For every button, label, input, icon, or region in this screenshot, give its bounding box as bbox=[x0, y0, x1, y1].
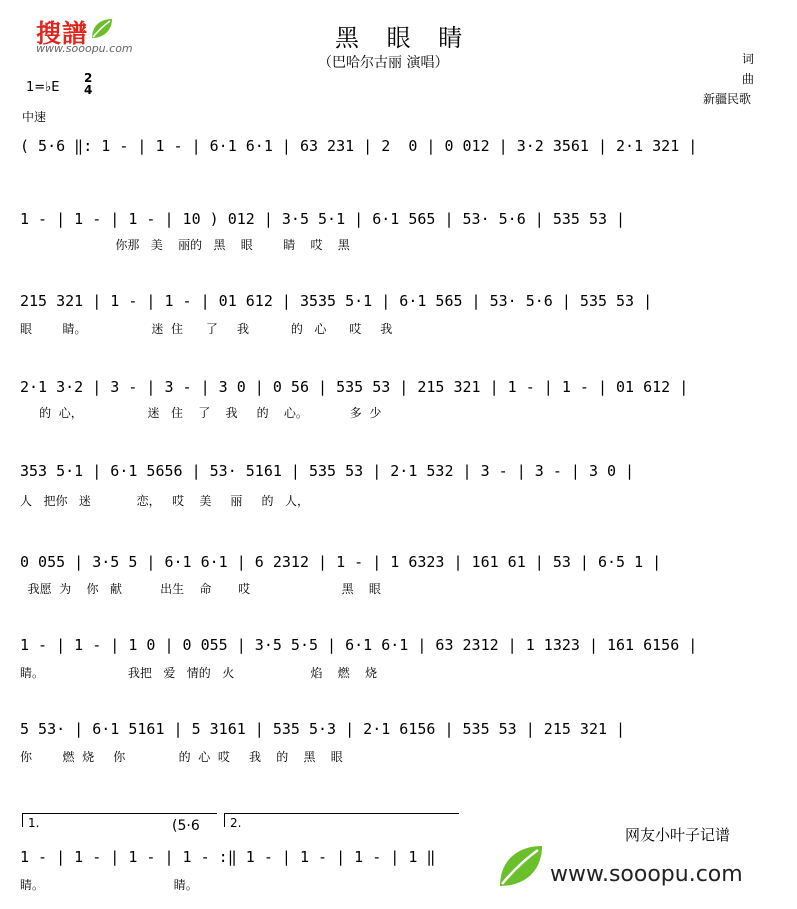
lyric-line-8: 你 燃 烧 你 的 心 哎 我 的 黑 眼 bbox=[20, 750, 343, 764]
score-line-6: 0 055 | 3·5 5 | 6·1 6·1 | 6 2312 | 1 - | 1 6323 | 161 61 | 53 | 6·5 1 | bbox=[20, 553, 662, 571]
ending-1-label: 1. bbox=[28, 816, 40, 830]
ending-2-bracket-left bbox=[224, 813, 225, 827]
page-subtitle: （巴哈尔古丽 演唱） bbox=[318, 55, 449, 71]
time-signature-bottom: 4 bbox=[84, 83, 93, 97]
score-line-4: 2·1 3·2 | 3 - | 3 - | 3 0 | 0 56 | 535 53 | 215 321 | 1 - | 1 - | 01 612 | bbox=[20, 378, 689, 396]
leaf-icon bbox=[494, 840, 546, 892]
site-logo-url: www.sooopu.com bbox=[36, 42, 133, 55]
score-line-5: 353 5·1 | 6·1 5656 | 53· 5161 | 535 53 | 2·1 532 | 3 - | 3 - | 3 0 | bbox=[20, 462, 635, 480]
time-signature bbox=[84, 72, 92, 96]
leaf-icon bbox=[88, 16, 114, 42]
score-line-8: 5 53· | 6·1 5161 | 5 3161 | 535 5·3 | 2·1 6156 | 535 53 | 215 321 | bbox=[20, 720, 626, 738]
ending-1-bracket-top bbox=[22, 813, 217, 814]
lyric-line-2: 你那 美 丽的 黑 眼 睛 哎 黑 bbox=[20, 238, 350, 252]
score-line-2: 1 - | 1 - | 1 - | 10 ) 012 | 3·5 5·1 | 6·1 565 | 53· 5·6 | 535 53 | bbox=[20, 210, 626, 228]
site-logo-text: 搜譜 bbox=[36, 19, 89, 48]
tempo-marking: 中速 bbox=[22, 110, 47, 124]
lyric-line-6: 我愿 为 你 献 出生 命 哎 黑 眼 bbox=[20, 582, 381, 596]
lyric-line-9: 睛。 睛。 bbox=[20, 878, 198, 892]
lyric-line-4: 的 心， 迷 住 了 我 的 心。 多 少 bbox=[20, 406, 382, 420]
lyric-line-7: 睛。 我把 爱 情的 火 焰 燃 烧 bbox=[20, 666, 378, 680]
lyric-line-3: 眼 睛。 迷 住 了 我 的 心 哎 我 bbox=[20, 322, 393, 336]
score-line-7: 1 - | 1 - | 1 0 | 0 055 | 3·5 5·5 | 6·1 6·1 | 63 2312 | 1 1323 | 161 6156 | bbox=[20, 636, 698, 654]
score-line-1: ( 5·6 ‖: 1 - | 1 - | 6·1 6·1 | 63 231 | 2 0 | 0 012 | 3·2 3561 | 2·1 321 | bbox=[20, 137, 698, 155]
source-label: 新疆民歌 bbox=[703, 92, 752, 106]
page-title: 黑 眼 睛 bbox=[335, 24, 473, 52]
ending-1-bracket-left bbox=[22, 813, 23, 827]
key-signature: 1=♭E bbox=[26, 80, 60, 95]
transcriber-credit: 网友小叶子记谱 bbox=[625, 826, 731, 844]
score-line-3: 215 321 | 1 - | 1 - | 01 612 | 3535 5·1 | 6·1 565 | 53· 5·6 | 535 53 | bbox=[20, 292, 653, 310]
ending-2-label: 2. bbox=[230, 816, 242, 830]
lyricist-label: 词 bbox=[742, 52, 755, 66]
ending-2-bracket-top bbox=[224, 813, 459, 814]
score-line-9: 1 - | 1 - | 1 - | 1 - :‖ 1 - | 1 - | 1 - | 1 ‖ bbox=[20, 848, 436, 866]
composer-label: 曲 bbox=[742, 72, 755, 86]
lyric-line-5: 人 把你 迷 恋， 哎 美 丽 的 人， bbox=[20, 494, 309, 508]
site-logo[interactable] bbox=[36, 14, 146, 54]
footer-website-link[interactable]: www.sooopu.com bbox=[550, 862, 743, 887]
time-signature-top: 2 bbox=[84, 71, 93, 85]
ending-1-pickup: (5·6 bbox=[172, 818, 200, 834]
